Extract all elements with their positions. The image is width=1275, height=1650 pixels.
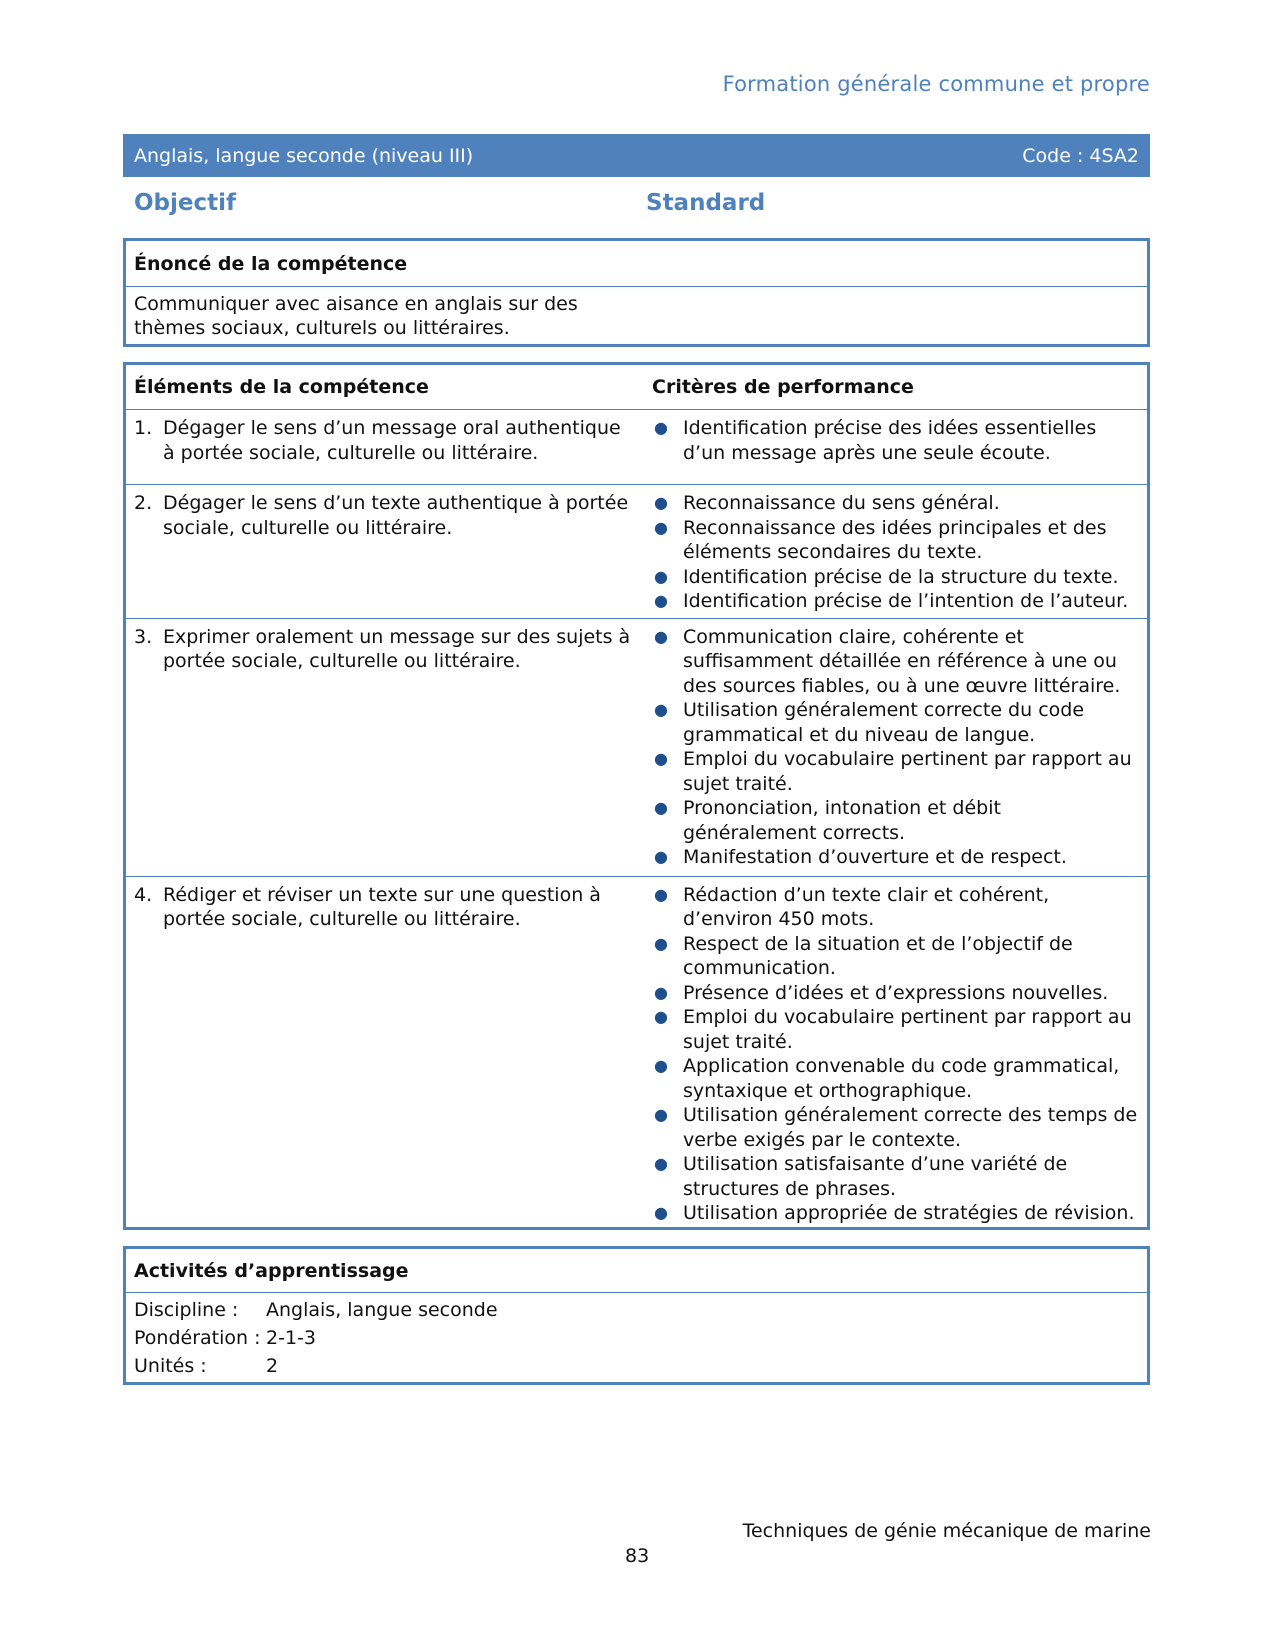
list-item: ● Rédaction d’un texte clair et cohérent, d’environ 450 mots. [654,883,1050,930]
bullet-icon: ● [654,566,668,586]
enonce-text: Communiquer avec aisance en anglais sur des thèmes sociaux, culturels ou littéraires. [134,293,578,339]
list-item: ● Emploi du vocabulaire pertinent par rapport au sujet traité. [654,748,1132,795]
element-item: 1. Dégager le sens d’un message oral authentique à portée sociale, culturelle ou littéraire. [134,417,621,464]
running-header: Formation générale commune et propre [722,72,1150,96]
criteria-list [652,625,1139,870]
list-item: ● Emploi du vocabulaire pertinent par rapport au sujet traité. [654,1006,1132,1053]
table-row [126,485,1147,619]
list-item: ● Manifestation d’ouverture et de respect. [654,846,1067,868]
table-row [126,618,1147,876]
criteria-list [652,416,1139,465]
list-item: ● Identification précise des idées essentielles d’un message après une seule écoute. [654,417,1097,464]
bullet-icon: ● [654,591,668,610]
elements-criteria-table [123,362,1150,1230]
list-item: ● Application convenable du code grammatical, syntaxique et orthographique. [654,1055,1120,1102]
bullet-icon: ● [654,933,668,953]
list-item: ● Utilisation appropriée de stratégies de révision. [654,1202,1135,1224]
bullet-icon: ● [654,1056,668,1075]
criteria-heading: Critères de performance [644,365,1147,410]
bullet-icon: ● [654,700,668,719]
bullet-icon: ● [654,1105,668,1124]
bullet-icon: ● [654,847,668,866]
bullet-icon: ● [654,1154,668,1173]
activites-heading: Activités d’apprentissage [126,1249,1147,1293]
enonce-box [123,238,1150,347]
field-discipline: Discipline : Anglais, langue seconde [134,1299,498,1321]
list-item: ● Identification précise de la structure du texte. [654,565,1119,588]
bullet-icon: ● [654,884,668,904]
table-row [126,876,1147,1230]
bullet-icon: ● [654,749,668,768]
elements-heading: Éléments de la compétence [126,365,644,410]
list-item: ● Utilisation satisfaisante d’une variété de structures de phrases. [654,1153,1068,1200]
bullet-icon: ● [654,418,668,437]
standard-label: Standard [646,190,766,216]
course-code: Code : 4SA2 [1022,144,1139,167]
list-item: ● Communication claire, cohérente et suffisamment détaillée en référence à une ou des sources fiables, ou à une œuvre littéraire. [654,625,1121,697]
list-item: ● Reconnaissance du sens général. [654,492,1000,514]
list-item: ● Utilisation généralement correcte du code grammatical et du niveau de langue. [654,699,1085,746]
bullet-icon: ● [654,493,668,512]
list-item: ● Respect de la situation et de l’objectif de communication. [654,932,1073,979]
field-ponderation: Pondération : 2-1-3 [134,1327,316,1349]
course-title: Anglais, langue seconde (niveau III) [134,144,474,167]
footer-program: Techniques de génie mécanique de marine [742,1520,1151,1542]
activites-box [123,1246,1150,1385]
course-title-bar [123,134,1150,177]
list-item: ● Utilisation généralement correcte des temps de verbe exigés par le contexte. [654,1104,1138,1151]
objectif-label: Objectif [134,190,237,216]
list-item: ● Identification précise de l’intention de l’auteur. [654,590,1129,612]
bullet-icon: ● [654,1203,668,1222]
element-item: 3. Exprimer oralement un message sur des sujets à portée sociale, culturelle ou littéraire. [134,625,631,672]
field-unites: Unités : 2 [134,1355,279,1377]
bullet-icon: ● [654,982,668,1002]
bullet-icon: ● [654,517,668,537]
enonce-heading: Énoncé de la compétence [126,241,1147,287]
bullet-icon: ● [654,626,668,646]
bullet-icon: ● [654,798,668,817]
element-item: 4. Rédiger et réviser un texte sur une question à portée sociale, culturelle ou littéraire. [134,883,601,930]
list-item: ● Reconnaissance des idées principales et des éléments secondaires du texte. [654,516,1107,563]
list-item: ● Prononciation, intonation et débit généralement corrects. [654,797,1001,844]
criteria-list [652,883,1139,1226]
table-row [126,410,1147,485]
bullet-icon: ● [654,1007,668,1026]
element-item: 2. Dégager le sens d’un texte authentique à portée sociale, culturelle ou littéraire. [134,492,629,539]
criteria-list [652,491,1139,614]
page-number: 83 [625,1545,650,1567]
list-item: ● Présence d’idées et d’expressions nouvelles. [654,981,1109,1004]
